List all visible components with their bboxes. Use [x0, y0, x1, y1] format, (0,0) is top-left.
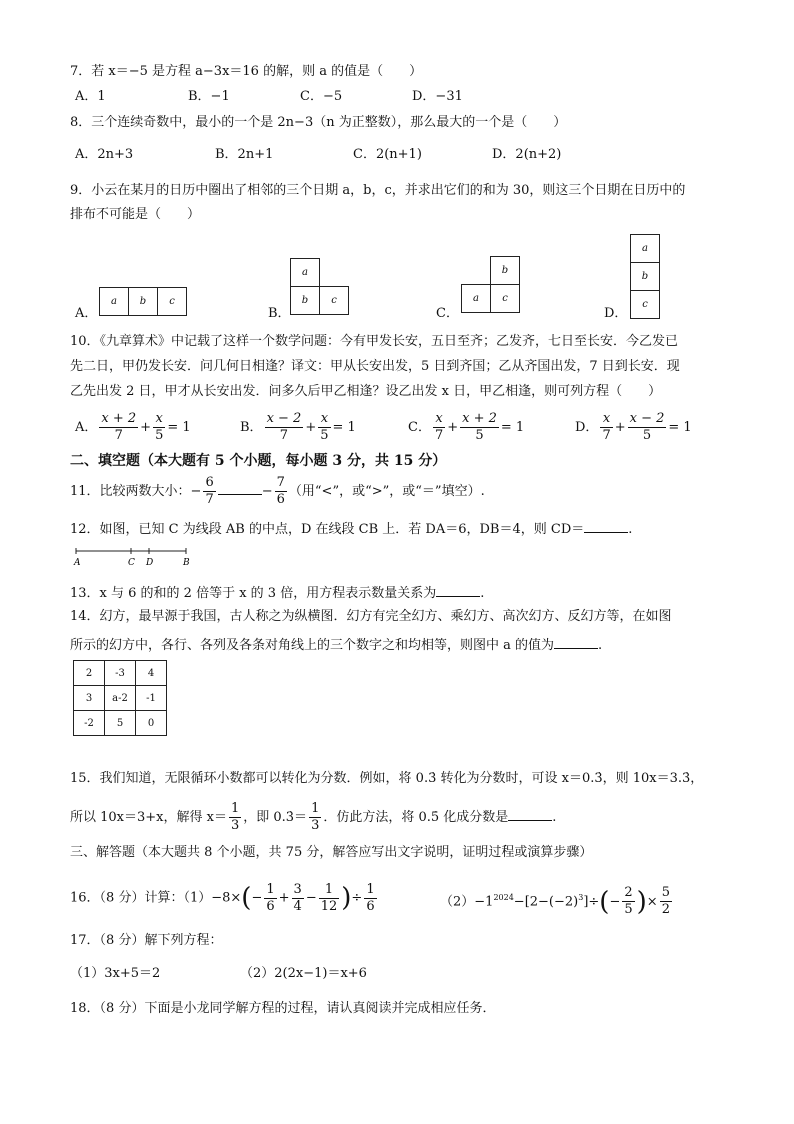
q12-answer-blank[interactable] — [584, 518, 628, 533]
q10-option-c[interactable]: C． $\frac{x}{7}$ + $\frac{x + 2}{5}$ = 1 — [408, 411, 525, 443]
q12: 12．如图，已知 C 为线段 AB 的中点，D 在线段 CB 上．若 DA＝6，DB＝4，则 CD＝ . — [70, 518, 632, 539]
q17-heading: 17．（8 分）解下列方程： — [70, 933, 223, 948]
grid-cell: a-2 — [105, 686, 136, 711]
q14-answer-blank[interactable] — [554, 634, 598, 649]
point-c-label: C — [128, 558, 135, 568]
q8-option-b[interactable]: B．2n+1 — [215, 147, 274, 162]
q7-stem: 7．若 x＝−5 是方程 a−3x＝16 的解，则 a 的值是（ ） — [70, 64, 423, 79]
cell-a: a — [291, 259, 320, 287]
q12-segment-figure — [72, 546, 194, 568]
grid-cell: 0 — [136, 711, 167, 736]
grid-cell: -1 — [136, 686, 167, 711]
cell-a: a — [462, 285, 491, 313]
q7-option-d[interactable]: D．−31 — [412, 89, 463, 104]
q9-figure-b — [290, 258, 349, 315]
grid-cell: 5 — [105, 711, 136, 736]
cell-c: c — [158, 288, 187, 316]
q9-figure-c — [461, 256, 520, 313]
q10-option-b[interactable]: B． $\frac{x - 2}{7}$ + $\frac{x}{5}$ = 1 — [240, 411, 356, 443]
q9-figure-a — [99, 287, 187, 316]
cell-b: b — [631, 263, 660, 291]
q10-line1: 10．《九章算术》中记载了这样一个数学问题：今有甲发长安，五日至齐；乙发齐，七日至长安．今乙发已 — [70, 334, 679, 349]
q16-part2: $(2)-1^{2024}-[2-(-2)^3]\div(-$ $\frac{2}{5}$ )× $\frac{5}{2}$ — [440, 885, 670, 918]
q10-line2: 先二日，甲仍发长安．问几何日相逢？译文：甲从长安出发，5 日到齐国；乙从齐国出发，7 日到长安．现 — [70, 359, 680, 374]
section-3-heading: 三、解答题（本大题共 8 个小题，共 75 分，解答应写出文字说明，证明过程或演算步骤） — [70, 845, 593, 860]
cell-b: b — [491, 257, 520, 285]
q17-part2: （2）2(2x−1)＝x+6 — [240, 966, 367, 981]
q10-option-d[interactable]: D． $\frac{x}{7}$ + $\frac{x - 2}{5}$ = 1 — [575, 411, 692, 443]
q9-line1: 9．小云在某月的日历中圈出了相邻的三个日期 a，b，c，并求出它们的和为 30，则这三个日期在日历中的 — [70, 183, 686, 198]
cell-c: c — [631, 291, 660, 319]
cell-b: b — [129, 288, 158, 316]
q8-option-d[interactable]: D．2(n+2) — [492, 147, 562, 162]
q13-answer-blank[interactable] — [436, 582, 480, 597]
q13: 13．x 与 6 的和的 2 倍等于 x 的 3 倍，用方程表示数量关系为 . — [70, 582, 484, 603]
q9-label-a[interactable]: A． — [75, 306, 98, 321]
cell-a: a — [100, 288, 129, 316]
q8-stem: 8．三个连续奇数中，最小的一个是 2n−3（n 为正整数），那么最大的一个是（ ） — [70, 115, 567, 130]
q9-line2: 排布不可能是（ ） — [70, 207, 201, 222]
point-d-label: D — [146, 558, 154, 568]
point-a-label: A — [74, 558, 81, 568]
grid-cell: 4 — [136, 661, 167, 686]
q11: 11．比较两数大小：− $\frac{6}{7}$ − $\frac{7}{6}$ （用“<”，或“>”，或“＝”填空）. — [70, 475, 485, 507]
section-2-heading: 二、填空题（本大题有 5 个小题，每小题 3 分，共 15 分） — [70, 453, 447, 469]
q7-option-b[interactable]: B．−1 — [188, 89, 230, 104]
grid-cell: 2 — [74, 661, 105, 686]
q7-option-a[interactable]: A．1 — [75, 89, 106, 104]
q9-label-c[interactable]: C． — [436, 306, 459, 321]
q9-label-d[interactable]: D． — [604, 306, 628, 321]
q15-answer-blank[interactable] — [508, 806, 552, 821]
cell-a: a — [631, 235, 660, 263]
q8-option-c[interactable]: C．2(n+1) — [353, 147, 422, 162]
q14-magic-square — [73, 660, 167, 736]
grid-cell: -2 — [74, 711, 105, 736]
q9-label-b[interactable]: B． — [268, 306, 291, 321]
q18: 18．（8 分）下面是小龙同学解方程的过程，请认真阅读并完成相应任务． — [70, 1001, 496, 1016]
grid-cell: -3 — [105, 661, 136, 686]
grid-cell: 3 — [74, 686, 105, 711]
q8-option-a[interactable]: A．2n+3 — [75, 147, 134, 162]
q9-figure-d — [630, 234, 660, 319]
q11-answer-blank[interactable] — [218, 480, 262, 495]
cell-c: c — [491, 285, 520, 313]
q17-part1: （1）3x+5＝2 — [70, 966, 161, 981]
cell-c: c — [320, 287, 349, 315]
q14-line1: 14．幻方，最早源于我国，古人称之为纵横图．幻方有完全幻方、乘幻方、高次幻方、反幻方等，在如图 — [70, 609, 672, 624]
q14-line2: 所示的幻方中，各行、各列及各条对角线上的三个数字之和均相等，则图中 a 的值为 . — [70, 634, 602, 655]
q7-option-c[interactable]: C．−5 — [300, 89, 343, 104]
point-b-label: B — [183, 558, 190, 568]
q10-option-a[interactable]: A． $\frac{x + 2}{7}$ + $\frac{x}{5}$ = 1 — [75, 411, 191, 443]
q15-line1: 15．我们知道，无限循环小数都可以转化为分数．例如，将 0.3̇ 转化为分数时，可设 x＝0.3̇，则 10x＝3.3̇， — [70, 771, 704, 786]
q16-part1: 16．（8 分）计算：（1）−8×(− $\frac{1}{6}$ + $\frac{3}{4}$ − $\frac{1}{12}$ )÷ $\frac{1}{6}$ — [70, 881, 375, 914]
cell-b: b — [291, 287, 320, 315]
q10-line3: 乙先出发 2 日，甲才从长安出发．问多久后甲乙相逢？设乙出发 x 日，甲乙相逢，则可列方程（ ） — [70, 384, 662, 399]
q15-line2: 所以 10x＝3+x，解得 x＝ $\frac{1}{3}$ ，即 0.3̇＝ $\frac{1}{3}$ ．仿此方法，将 0.5̇ 化成分数是 . — [70, 801, 557, 833]
